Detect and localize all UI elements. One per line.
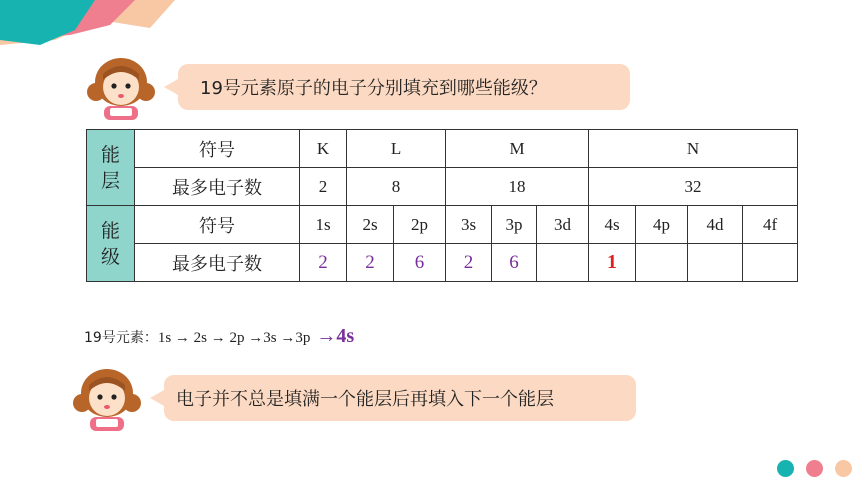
max-electrons-label: 最多电子数	[135, 244, 300, 282]
filled-cell: 2	[347, 244, 394, 282]
sublevel-cell: 4s	[589, 206, 636, 244]
teal-dot	[777, 460, 794, 477]
filling-sequence	[84, 325, 354, 348]
max-electrons-label: 最多电子数	[135, 168, 300, 206]
statement-bubble	[164, 375, 636, 421]
decor-dots	[777, 460, 852, 477]
sublevel-cell: 3p	[492, 206, 537, 244]
filled-cell: 2	[446, 244, 492, 282]
symbol-label: 符号	[135, 130, 300, 168]
layer-max-l: 8	[347, 168, 446, 206]
layer-k: K	[300, 130, 347, 168]
sequence-label: 19号元素：	[84, 330, 158, 346]
sublevel-cell: 4f	[743, 206, 798, 244]
filled-cell: 2	[300, 244, 347, 282]
sublevel-cell: 2s	[347, 206, 394, 244]
table-row	[87, 130, 798, 168]
filled-cell	[743, 244, 798, 282]
sublevel-cell: 3s	[446, 206, 492, 244]
peach-dot	[835, 460, 852, 477]
filled-cell	[688, 244, 743, 282]
symbol-label: 符号	[135, 206, 300, 244]
table-row	[87, 244, 798, 282]
layer-max-m: 18	[446, 168, 589, 206]
sequence-final: →4s	[316, 325, 355, 347]
sublevel-cell: 4d	[688, 206, 743, 244]
girl-avatar-icon	[72, 363, 142, 433]
table-row	[87, 168, 798, 206]
layer-max-k: 2	[300, 168, 347, 206]
energy-level-table	[86, 129, 798, 282]
side-char: 级	[100, 245, 120, 268]
pink-dot	[806, 460, 823, 477]
filled-cell-highlight: 1	[589, 244, 636, 282]
filled-cell: 6	[492, 244, 537, 282]
sublevel-cell: 3d	[537, 206, 589, 244]
statement-text: 电子并不总是填满一个能层后再填入下一个能层	[176, 389, 554, 410]
filled-cell	[636, 244, 688, 282]
level-side-label	[87, 206, 135, 282]
filled-cell: 6	[394, 244, 446, 282]
side-char: 能	[100, 219, 120, 242]
layer-l: L	[347, 130, 446, 168]
side-char: 层	[100, 169, 120, 192]
corner-decoration	[0, 0, 240, 60]
layer-side-label	[87, 130, 135, 206]
question-text: 19号元素原子的电子分别填充到哪些能级？	[200, 78, 547, 99]
layer-n: N	[589, 130, 798, 168]
layer-m: M	[446, 130, 589, 168]
filled-cell	[537, 244, 589, 282]
girl-avatar-icon	[86, 52, 156, 122]
sublevel-cell: 1s	[300, 206, 347, 244]
question-bubble	[178, 64, 630, 110]
sublevel-cell: 4p	[636, 206, 688, 244]
side-char: 能	[100, 143, 120, 166]
sublevel-cell: 2p	[394, 206, 446, 244]
sequence-text: 1s → 2s → 2p →3s →3p	[157, 330, 311, 346]
layer-max-n: 32	[589, 168, 798, 206]
table-row	[87, 206, 798, 244]
